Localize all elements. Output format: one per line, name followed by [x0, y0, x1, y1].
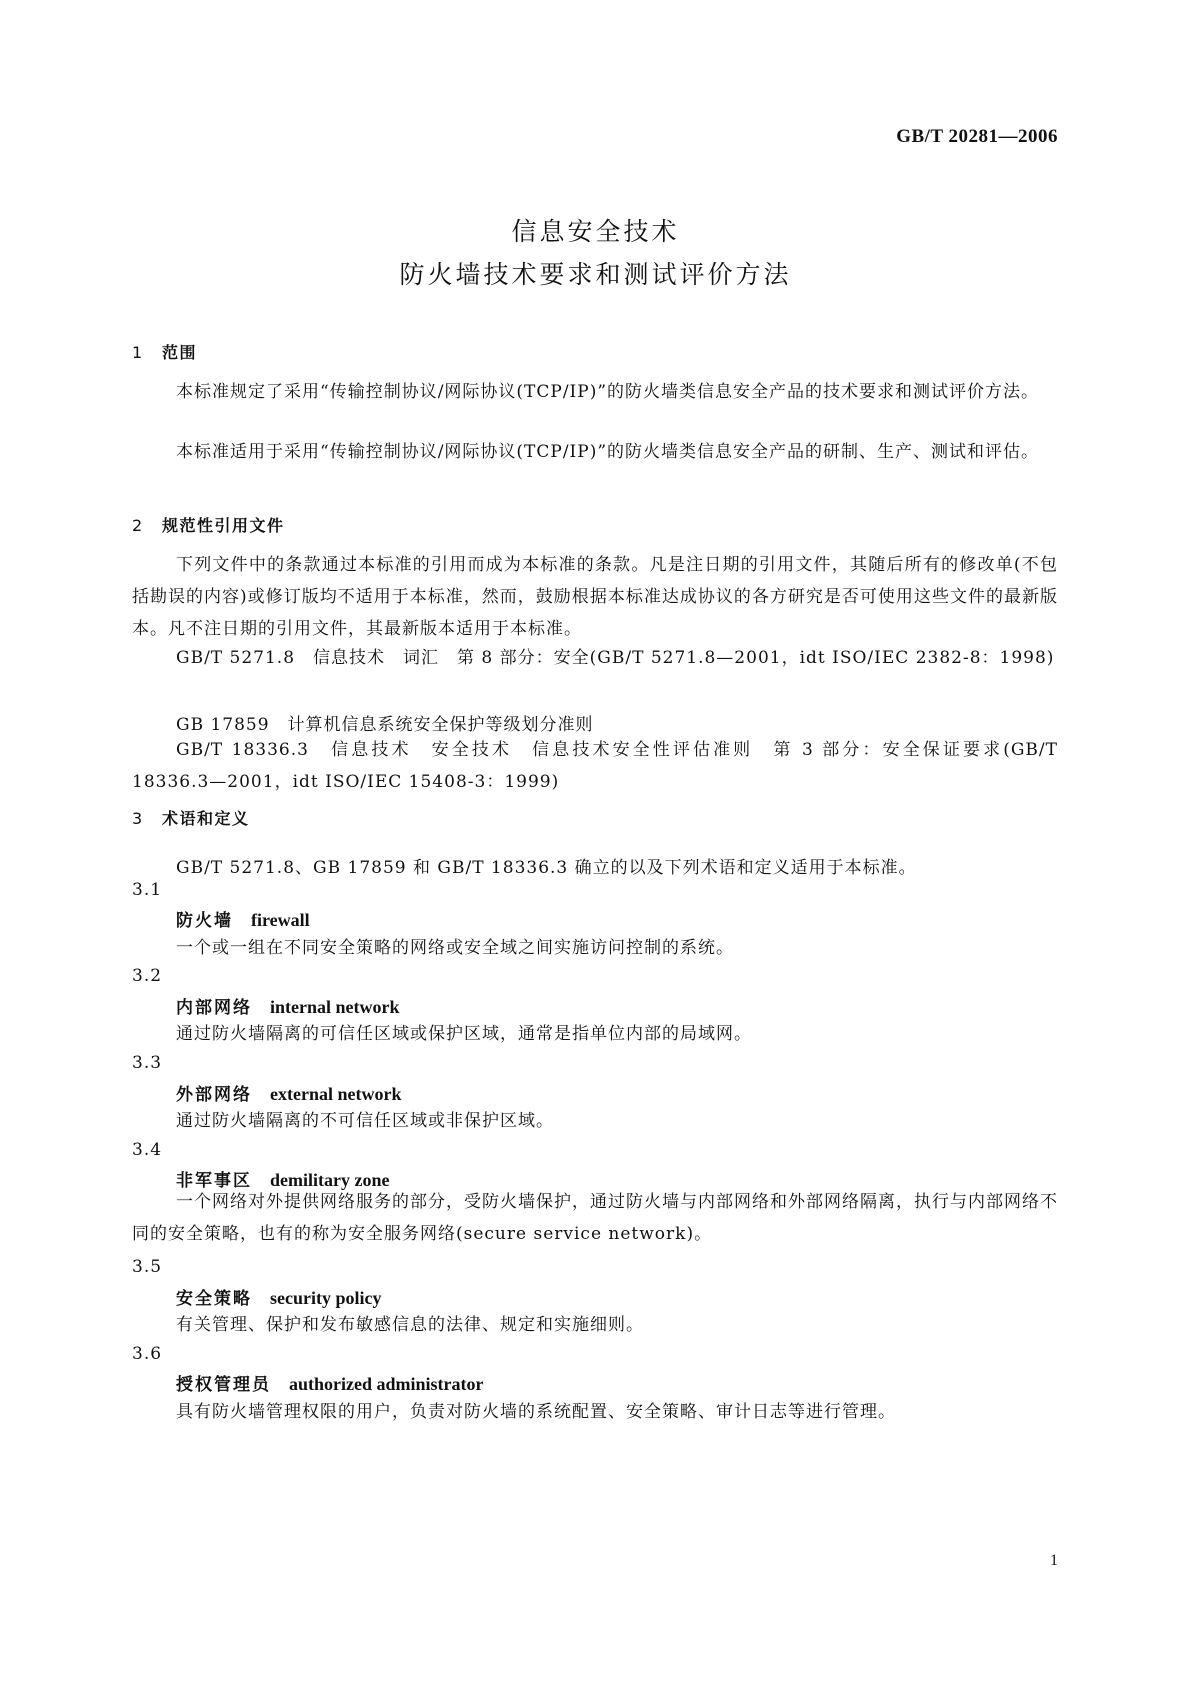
term-chinese: 防火墙 — [176, 911, 233, 931]
term-english: demilitary zone — [270, 1170, 390, 1190]
term-definition: 通过防火墙隔离的不可信任区域或非保护区域。 — [176, 1111, 554, 1131]
term-number: 3.5 — [132, 1257, 163, 1277]
term-chinese: 内部网络 — [176, 998, 252, 1018]
term-definition: 一个或一组在不同安全策略的网络或安全域之间实施访问控制的系统。 — [176, 938, 734, 958]
document-title-line1: 信息安全技术 — [511, 217, 680, 246]
term-heading — [176, 1284, 381, 1309]
section-2-paragraph: 下列文件中的条款通过本标准的引用而成为本标准的条款。凡是注日期的引用文件，其随后所有的修改单(不包括勘误的内容)或修订版均不适用于本标准，然而，鼓励根据本标准达成协议的各方研究是否可使用这些文件的最新版本。凡不注日期的引用文件，其最新版本适用于本标准。 — [132, 555, 1058, 639]
term-chinese: 外部网络 — [176, 1085, 252, 1105]
term-chinese: 授权管理员 — [176, 1375, 271, 1395]
section-number: 1 — [132, 343, 144, 362]
term-number: 3.1 — [132, 880, 163, 900]
term-heading — [176, 906, 310, 931]
section-2-heading — [132, 513, 285, 536]
term-definition: 一个网络对外提供网络服务的部分，受防火墙保护，通过防火墙与内部网络和外部网络隔离，执行与内部网络不同的安全策略，也有的称为安全服务网络(secure service network)。 — [132, 1192, 1058, 1244]
term-number: 3.4 — [132, 1140, 163, 1160]
term-english: security policy — [270, 1288, 382, 1308]
term-english: firewall — [251, 910, 310, 930]
normative-reference-1: GB/T 5271.8 信息技术 词汇 第 8 部分：安全(GB/T 5271.8—2001，idt ISO/IEC 2382-8：1998) — [176, 648, 1055, 668]
term-english: authorized administrator — [289, 1374, 484, 1394]
term-heading — [176, 1370, 483, 1395]
term-heading — [176, 1080, 401, 1105]
section-1-paragraph-1: 本标准规定了采用“传输控制协议/网际协议(TCP/IP)”的防火墙类信息安全产品的技术要求和测试评价方法。 — [176, 382, 1040, 402]
term-english: internal network — [270, 997, 400, 1017]
term-english: external network — [270, 1084, 402, 1104]
document-title-line2: 防火墙技术要求和测试评价方法 — [399, 260, 792, 289]
term-number: 3.3 — [132, 1053, 163, 1073]
term-number: 3.2 — [132, 966, 163, 986]
term-chinese: 非军事区 — [176, 1171, 252, 1191]
term-definition: 有关管理、保护和发布敏感信息的法律、规定和实施细则。 — [176, 1315, 644, 1335]
section-number: 2 — [132, 516, 144, 535]
normative-reference-3: GB/T 18336.3 信息技术 安全技术 信息技术安全性评估准则 第 3 部分：安全保证要求(GB/T 18336.3—2001，idt ISO/IEC 15408-3：1999) — [132, 740, 1058, 792]
term-number: 3.6 — [132, 1344, 163, 1364]
section-title: 规范性引用文件 — [162, 516, 285, 535]
section-number: 3 — [132, 809, 144, 828]
normative-reference-2: GB 17859 计算机信息系统安全保护等级划分准则 — [176, 715, 594, 735]
section-title: 范围 — [162, 343, 198, 362]
section-3-intro: GB/T 5271.8、GB 17859 和 GB/T 18336.3 确立的以及下列术语和定义适用于本标准。 — [176, 858, 917, 878]
section-1-heading — [132, 340, 197, 363]
standard-code: GB/T 20281—2006 — [896, 126, 1058, 147]
page-number: 1 — [1050, 1552, 1058, 1569]
term-chinese: 安全策略 — [176, 1289, 252, 1309]
section-3-heading — [132, 806, 250, 829]
section-1-paragraph-2: 本标准适用于采用“传输控制协议/网际协议(TCP/IP)”的防火墙类信息安全产品的研制、生产、测试和评估。 — [176, 442, 1040, 462]
section-title: 术语和定义 — [162, 809, 250, 828]
term-definition: 具有防火墙管理权限的用户，负责对防火墙的系统配置、安全策略、审计日志等进行管理。 — [176, 1402, 896, 1422]
term-heading — [176, 993, 400, 1018]
term-definition: 通过防火墙隔离的可信任区域或保护区域，通常是指单位内部的局域网。 — [176, 1024, 752, 1044]
